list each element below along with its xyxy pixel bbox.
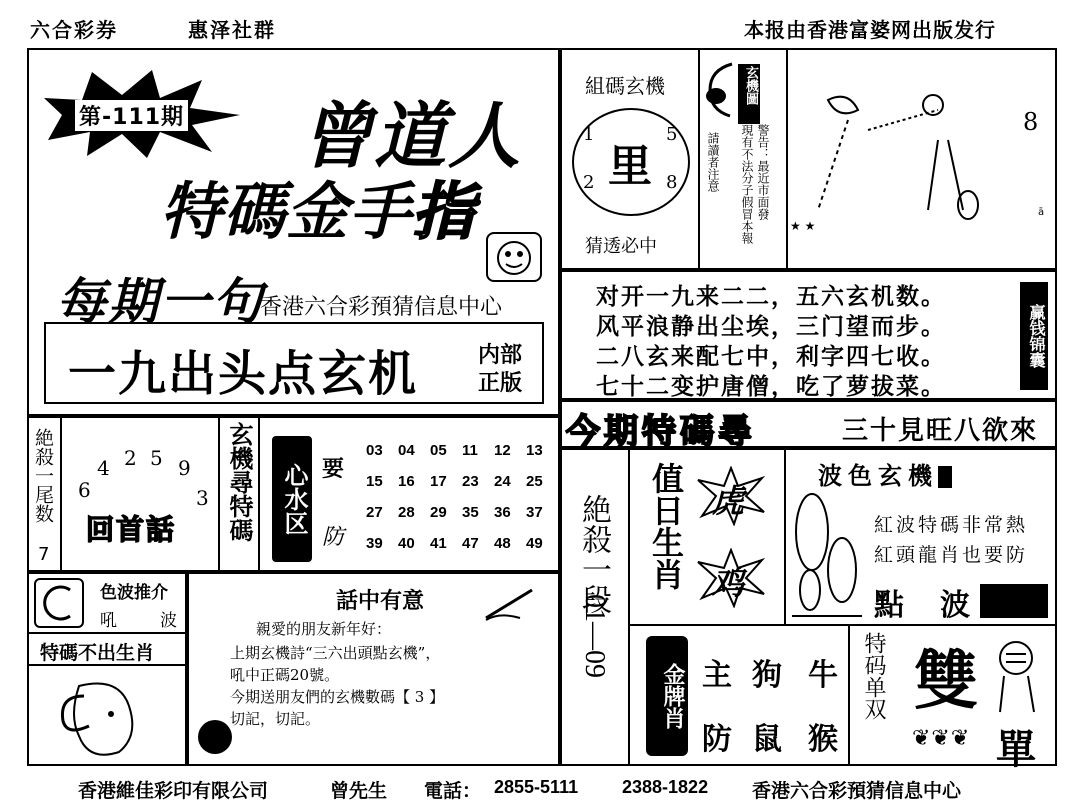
ram-image — [27, 664, 187, 766]
tiger-icon — [990, 636, 1050, 716]
xin-shui-number: 24 — [494, 473, 511, 490]
se-bo-title: 色波推介 — [100, 583, 168, 603]
xin-shui-number: 40 — [398, 535, 415, 552]
xin-shui-label: 心水区 — [272, 436, 312, 562]
jue-sha-duan-range: 01—09 — [579, 594, 610, 678]
title-sub-main: 特碼金手 — [160, 175, 413, 248]
bo-se-bo: 波 — [940, 588, 970, 623]
se-bo-icon — [34, 578, 84, 628]
te-ma-title: 今期特碼尋 — [566, 412, 756, 452]
xin-shui-number: 35 — [462, 504, 479, 521]
bo-se-line-1: 紅波特碼非常熱 — [874, 514, 1029, 536]
bo-se-dian: 點 — [874, 588, 904, 623]
xin-shui-number: 48 — [494, 535, 511, 552]
zu-ma-num-2: 5 — [666, 124, 678, 145]
title-sub-accent: 指 — [412, 175, 476, 248]
xin-shui-number: 23 — [462, 473, 479, 490]
xuanji-xun-label: 玄機尋特碼 — [225, 422, 253, 542]
center-name: 香港六合彩預猜信息中心 — [260, 295, 503, 320]
bo-se-block — [980, 584, 1048, 618]
footer-phone-1: 2855-5111 — [494, 777, 579, 797]
mascot-icon — [486, 232, 542, 282]
xin-shui-number: 13 — [526, 442, 543, 459]
se-bo-value-b: 波 — [160, 611, 177, 631]
xin-shui-number: 15 — [366, 473, 383, 490]
jin-pai-bottom-2: 猴 — [808, 722, 838, 757]
hua-zhong-line-3: 吼中正碼20號。 — [230, 666, 340, 684]
dan-shuang-small: 單 — [996, 727, 1036, 773]
phrase-note-1: 内部 — [478, 343, 523, 368]
weishu-label: 回首話 — [86, 513, 177, 546]
hua-zhong-line-1: 親愛的朋友新年好： — [256, 620, 392, 638]
jin-pai-bottom-1: 鼠 — [752, 722, 782, 757]
xin-shui-number: 04 — [398, 442, 415, 459]
zu-ma-title: 組碼玄機 — [585, 74, 665, 98]
zu-ma-footer: 猜透必中 — [585, 236, 657, 257]
xin-shui-number: 03 — [366, 442, 383, 459]
jue-sha-duan-title: 絶殺一段 — [576, 494, 611, 614]
svg-text:ā: ā — [1038, 207, 1045, 218]
phrase-note-2: 正版 — [478, 371, 523, 396]
cactus-icon — [790, 490, 864, 620]
jue-sha-weishu-title: 絶殺一尾数 — [32, 428, 54, 523]
warning-col-2: 現有不法分子假冒本報 — [740, 124, 754, 244]
digit-1: 6 — [78, 478, 91, 502]
svg-text:★ ★: ★ ★ — [790, 219, 816, 233]
xin-shui-number: 12 — [494, 442, 511, 459]
jin-pai-top-1: 狗 — [752, 658, 782, 693]
hua-zhong-line-4: 今期送朋友們的玄機數碼【 3 】 — [230, 688, 445, 706]
poem-line-3: 二八玄来配七中，利字四七收。 — [596, 344, 946, 370]
xin-shui-number: 17 — [430, 473, 447, 490]
xin-shui-number: 28 — [398, 504, 415, 521]
dan-shuang-big: 雙 — [914, 645, 978, 719]
xin-shui-number: 27 — [366, 504, 383, 521]
xin-shui-number: 49 — [526, 535, 543, 552]
bo-se-line-2: 紅頭龍肖也要防 — [874, 544, 1029, 566]
coin-icon — [198, 720, 232, 754]
zhi-ri-animal-a: 虎 — [712, 482, 745, 520]
xin-shui-number: 39 — [366, 535, 383, 552]
xin-shui-side1: 要 — [322, 457, 345, 482]
xin-shui-number: 16 — [398, 473, 415, 490]
header-left-b: 惠泽社群 — [188, 18, 276, 42]
svg-text:8: 8 — [1023, 108, 1039, 136]
jue-sha-weishu-value: 7 — [38, 544, 50, 565]
footer-center: 香港六合彩預猜信息中心 — [752, 780, 962, 802]
footer-contact: 曾先生 — [330, 780, 388, 802]
zu-ma-num-3: 2 — [583, 172, 595, 193]
footer-phone-2: 2388-1822 — [622, 777, 709, 797]
digit-6: 3 — [196, 486, 209, 510]
digit-2: 4 — [97, 456, 110, 480]
zu-ma-char: 里 — [608, 141, 652, 192]
pointing-hand-icon — [702, 60, 738, 120]
zu-ma-num-4: 8 — [666, 172, 678, 193]
jin-pai-main: 主 — [702, 658, 732, 693]
xin-shui-number: 25 — [526, 473, 543, 490]
hua-zhong-line-5: 切記，切記。 — [230, 710, 321, 728]
xin-shui-number: 11 — [462, 442, 478, 459]
bo-se-title-text: 波色玄機 — [818, 462, 938, 490]
te-ma-verse: 三十見旺八欲來 — [842, 416, 1039, 446]
pen-icon — [480, 584, 540, 624]
win-tag: 赢钱锦囊 — [1020, 282, 1048, 390]
hua-zhong-line-2: 上期玄機詩“三六出頭點玄機”， — [230, 644, 441, 662]
jin-pai-label: 金牌肖 — [646, 636, 688, 756]
xin-shui-number: 29 — [430, 504, 447, 521]
tagline: 每期一句 — [56, 273, 264, 331]
warning-col-3: 請讀者注意 — [706, 132, 720, 192]
xin-shui-side2: 防 — [322, 525, 345, 550]
warning-col-1: 警告：最近市面發 — [756, 124, 770, 220]
xin-shui-number: 37 — [526, 504, 543, 521]
xin-shui-number: 41 — [430, 535, 447, 552]
ornament: ❦❦❦ — [912, 726, 971, 751]
phrase: 一九出头点玄机 — [68, 346, 419, 402]
poem-line-2: 风平浪静出尘埃，三门望而步。 — [596, 314, 946, 340]
poem-line-1: 对开一九来二二，五六玄机数。 — [596, 284, 946, 310]
issue-label: 第-111期 — [75, 100, 188, 131]
digit-4: 5 — [150, 446, 163, 470]
jin-pai-top-2: 牛 — [808, 658, 838, 693]
bo-se-title-block — [938, 466, 952, 488]
jin-pai-fang: 防 — [702, 722, 732, 757]
digit-3: 2 — [124, 446, 137, 470]
hua-zhong-title: 話中有意 — [336, 588, 425, 614]
footer-phone-label: 電話： — [424, 780, 482, 802]
xin-shui-number: 05 — [430, 442, 447, 459]
poem-line-4: 七十二变护唐僧，吃了萝拔菜。 — [596, 374, 946, 400]
header-left-a: 六合彩券 — [30, 18, 118, 42]
xin-shui-number: 36 — [494, 504, 511, 521]
xin-shui-number-grid — [366, 442, 556, 562]
sketch-image — [786, 48, 1057, 270]
title-main: 曾道人 — [300, 94, 523, 178]
xin-shui-number: 47 — [462, 535, 479, 552]
footer-company: 香港維佳彩印有限公司 — [78, 780, 269, 802]
title-sub — [160, 162, 475, 251]
xuanji-tu-label: 玄機圖 — [738, 64, 760, 124]
zu-ma-num-1: 1 — [583, 124, 595, 145]
zhi-ri-title: 值日生肖 — [647, 462, 685, 590]
se-bo-value-a: 吼 — [100, 611, 117, 631]
bu-chu-label: 特碼不出生肖 — [40, 642, 155, 664]
bo-se-title — [818, 456, 952, 491]
zhi-ri-animal-b: 鸡 — [712, 564, 745, 602]
header-right: 本报由香港富婆网出版发行 — [744, 18, 996, 42]
dan-shuang-title: 特码单双 — [861, 632, 886, 720]
digit-5: 9 — [178, 456, 191, 480]
